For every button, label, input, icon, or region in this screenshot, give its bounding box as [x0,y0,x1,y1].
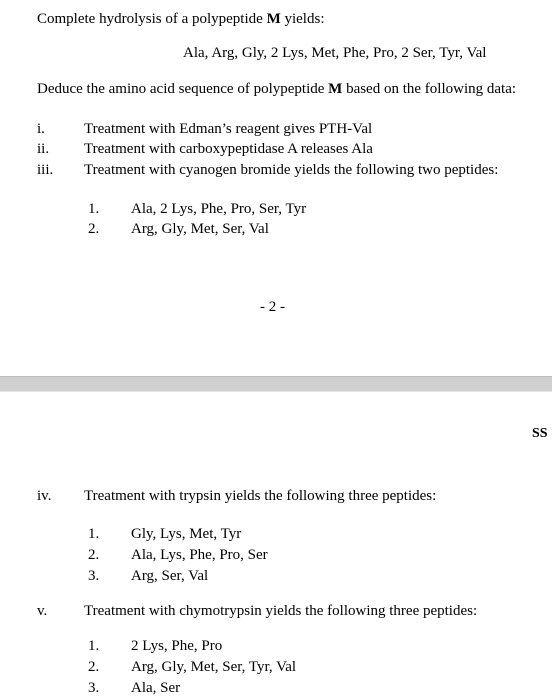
intro-suffix: yields: [280,11,325,27]
data-item-num: i. [37,121,45,137]
deduce-prefix: Deduce the amino acid sequence of polypeptide [37,81,329,97]
page-number: - 2 - [260,299,285,315]
peptide-text: Gly, Lys, Met, Tyr [131,526,242,542]
data-item-num: v. [37,603,48,619]
polypeptide-label-2: M [328,81,343,97]
peptide-num: 3. [88,680,100,696]
intro-prefix: Complete hydrolysis of a polypeptide [37,11,267,27]
peptide-text: 2 Lys, Phe, Pro [131,638,223,654]
page-break-divider [0,376,552,392]
peptide-text: Ala, Ser [131,680,181,696]
peptide-num: 1. [88,201,100,217]
peptide-num: 1. [88,638,100,654]
data-item-text: Treatment with chymotrypsin yields the following three peptides: [84,603,478,619]
data-item-text: Treatment with carboxypeptidase A releases Ala [84,141,373,157]
data-item-text: Treatment with cyanogen bromide yields the following two peptides: [84,162,499,178]
peptide-num: 2. [88,547,100,563]
data-item-num: ii. [37,141,50,157]
intro-line [37,10,324,28]
peptide-text: Ala, 2 Lys, Phe, Pro, Ser, Tyr [131,201,307,217]
peptide-text: Arg, Gly, Met, Ser, Val [131,221,269,237]
peptide-num: 1. [88,526,100,542]
peptide-text: Ala, Lys, Phe, Pro, Ser [131,547,268,563]
deduce-line [37,80,516,98]
data-item-num: iii. [37,162,54,178]
peptide-num: 2. [88,659,100,675]
deduce-suffix: based on the following data: [342,81,517,97]
peptide-num: 2. [88,221,100,237]
data-item-text: Treatment with Edman’s reagent gives PTH-Val [84,121,373,137]
polypeptide-label: M [266,11,281,27]
data-item-num: iv. [37,488,52,504]
peptide-num: 3. [88,568,100,584]
data-item-text: Treatment with trypsin yields the following three peptides: [84,488,437,504]
corner-text: SS [532,426,548,441]
peptide-text: Arg, Ser, Val [131,568,209,584]
peptide-text: Arg, Gly, Met, Ser, Tyr, Val [131,659,297,675]
composition-line: Ala, Arg, Gly, 2 Lys, Met, Phe, Pro, 2 Ser, Tyr, Val [183,45,487,61]
